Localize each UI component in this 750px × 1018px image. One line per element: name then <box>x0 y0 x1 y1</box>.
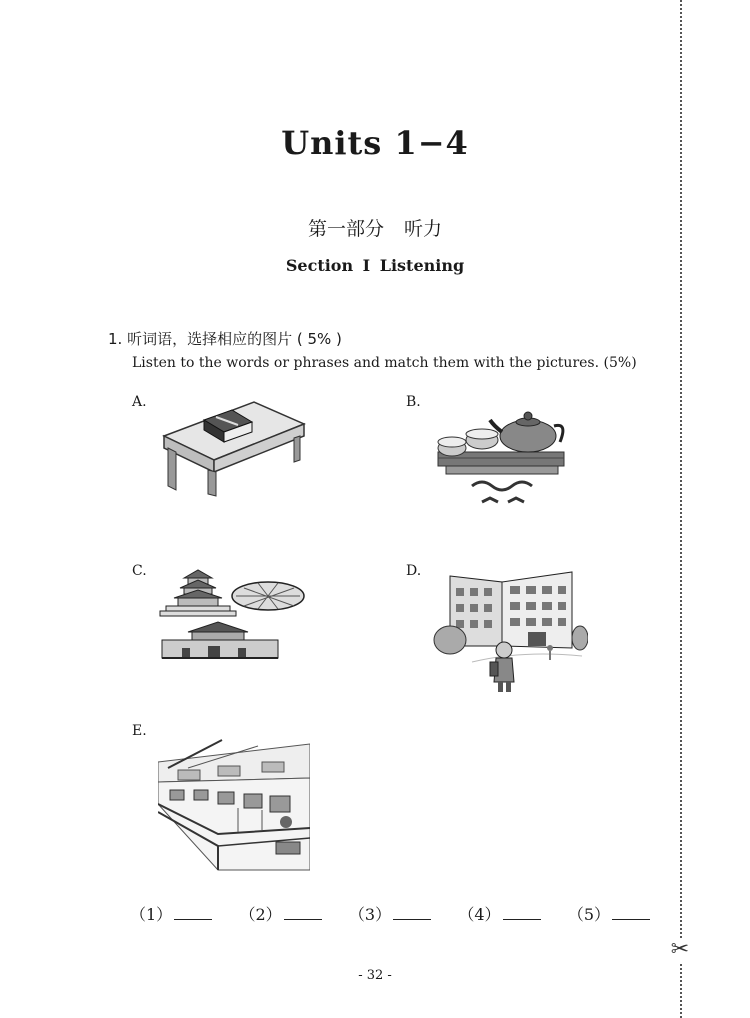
answer-blank-2[interactable] <box>284 905 322 920</box>
answer-number: （5） <box>567 905 610 924</box>
answer-item-5 <box>568 902 650 925</box>
answer-number: （4） <box>458 905 501 924</box>
answer-number: （3） <box>348 905 392 924</box>
page-title: Units 1−4 <box>281 124 469 162</box>
picture-label-d: D. <box>406 563 422 579</box>
answer-number: （1） <box>130 905 173 924</box>
school-building-icon <box>432 566 588 694</box>
beijing-landmarks-icon <box>158 566 308 662</box>
answer-blank-5[interactable] <box>612 905 650 920</box>
picture-label-c: C. <box>132 563 147 579</box>
answer-blanks <box>130 902 650 925</box>
picture-label-e: E. <box>132 723 147 739</box>
answer-item-2 <box>239 902 321 925</box>
page-number: - 32 - <box>358 968 392 983</box>
answer-blank-4[interactable] <box>503 905 541 920</box>
answer-item-4 <box>458 902 540 925</box>
answer-blank-3[interactable] <box>393 905 431 920</box>
answer-item-3 <box>349 902 431 925</box>
answer-blank-1[interactable] <box>174 905 212 920</box>
answer-item-1 <box>130 902 212 925</box>
question-instruction-english: Listen to the words or phrases and match them with the pictures. (5%) <box>132 355 637 371</box>
section-title-english: Section I Listening <box>285 256 465 275</box>
scissors-icon: ✂ <box>668 938 692 962</box>
answer-number: （2） <box>239 905 282 924</box>
section-title-chinese: 第一部分 听力 <box>307 218 443 240</box>
teapot-tea-set-icon <box>432 398 572 516</box>
question-instruction-chinese: 1. 听词语，选择相应的图片 ( 5% ) <box>108 330 342 348</box>
picture-label-b: B. <box>406 394 421 410</box>
office-workspace-icon <box>158 738 310 872</box>
book-on-table-icon <box>158 386 308 498</box>
picture-label-a: A. <box>132 394 147 410</box>
